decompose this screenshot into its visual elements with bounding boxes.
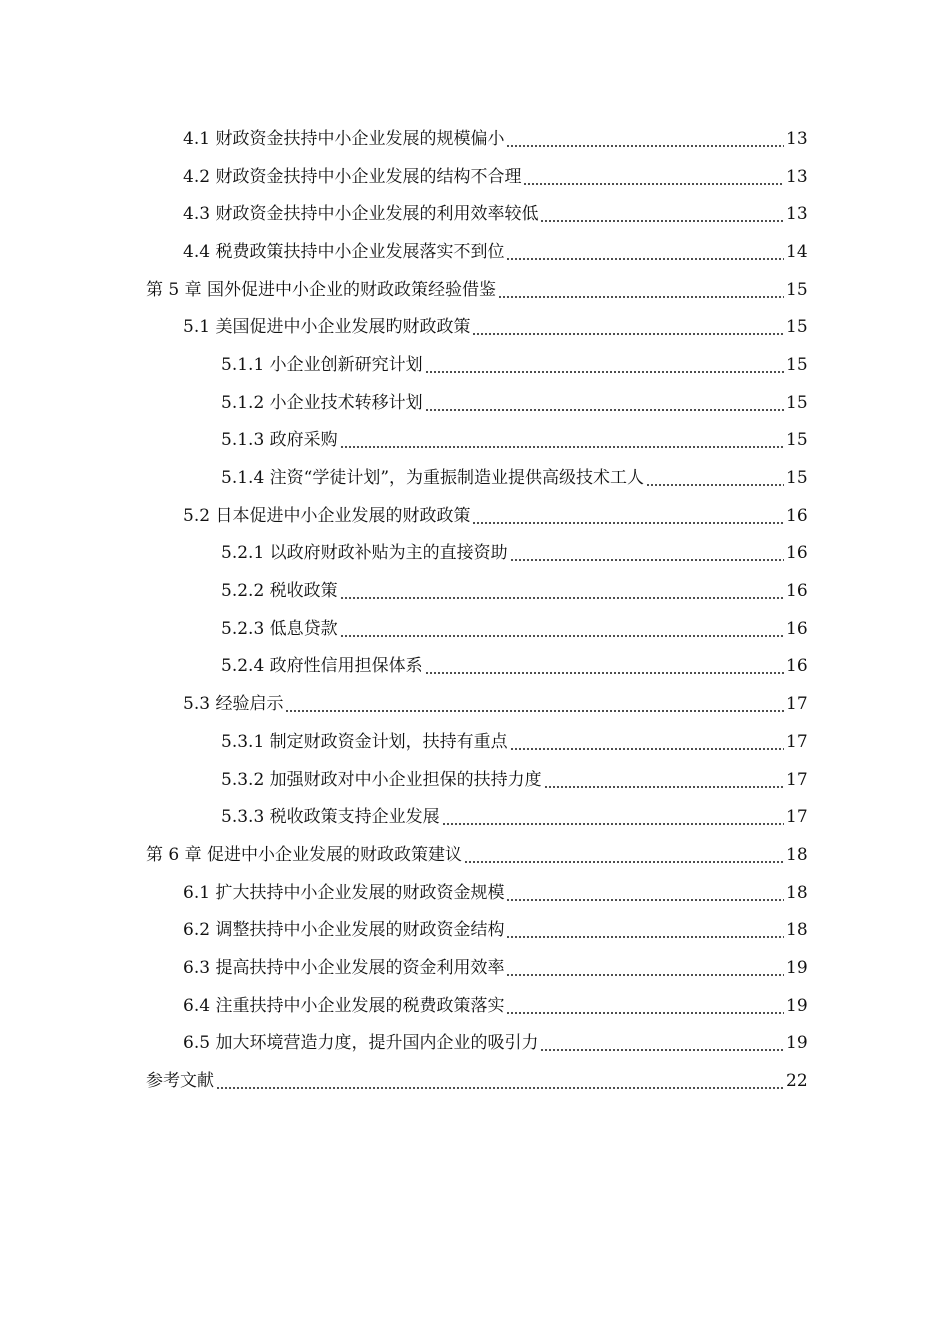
toc-entry-6-4[interactable] <box>0 987 950 1025</box>
toc-page-number: 14 <box>786 241 808 262</box>
toc-entry-5-2-1[interactable] <box>0 535 950 573</box>
toc-page-number: 16 <box>786 618 808 639</box>
toc-dot-leader <box>340 619 784 639</box>
toc-dot-leader <box>523 167 784 187</box>
toc-entry-5-2-2[interactable] <box>0 572 950 610</box>
toc-entry-title: 5.3 经验启示 <box>183 694 284 715</box>
toc-dot-leader <box>544 770 784 790</box>
toc-entry-title: 6.4 注重扶持中小企业发展的税费政策落实 <box>183 995 505 1016</box>
toc-entry-6-5[interactable] <box>0 1025 950 1063</box>
toc-entry-title: 5.1 美国促进中小企业发展旳财政政策 <box>183 317 471 338</box>
toc-entry-title: 5.2.1 以政府财政补贴为主的直接资助 <box>221 543 508 564</box>
toc-dot-leader <box>506 129 784 149</box>
toc-dot-leader <box>464 845 784 865</box>
toc-entry-4-2[interactable] <box>0 158 950 196</box>
toc-dot-leader <box>510 732 784 752</box>
toc-entry-title: 5.3.1 制定财政资金计划，扶持有重点 <box>221 731 508 752</box>
toc-entry-chapter-6[interactable] <box>0 836 950 874</box>
toc-entry-title: 6.1 扩大扶持中小企业发展的财政资金规模 <box>183 882 505 903</box>
toc-entry-title: 4.4 税费政策扶持中小企业发展落实不到位 <box>183 241 505 262</box>
toc-dot-leader <box>472 317 784 337</box>
toc-entry-title: 5.1.1 小企业创新研究计划 <box>221 354 423 375</box>
toc-page-number: 15 <box>786 468 808 489</box>
toc-entry-5-3-1[interactable] <box>0 723 950 761</box>
toc-page-number: 16 <box>786 656 808 677</box>
toc-dot-leader <box>425 393 784 413</box>
toc-entry-title: 5.2.3 低息贷款 <box>221 618 338 639</box>
toc-entry-5-2-4[interactable] <box>0 648 950 686</box>
toc-entry-chapter-5[interactable] <box>0 271 950 309</box>
toc-entry-title: 5.2 日本促进中小企业发展的财政政策 <box>183 505 471 526</box>
toc-page-number: 16 <box>786 581 808 602</box>
toc-entry-5-1-4[interactable] <box>0 459 950 497</box>
toc-page-number: 18 <box>786 844 808 865</box>
toc-dot-leader <box>340 430 784 450</box>
toc-entry-6-1[interactable] <box>0 874 950 912</box>
toc-entry-5-3-3[interactable] <box>0 798 950 836</box>
toc-page-number: 13 <box>786 166 808 187</box>
toc-dot-leader <box>506 883 784 903</box>
toc-entry-6-3[interactable] <box>0 949 950 987</box>
toc-dot-leader <box>216 1071 784 1091</box>
toc-page-number: 13 <box>786 204 808 225</box>
toc-entry-title: 第 6 章 促进中小企业发展的财政政策建议 <box>146 844 463 865</box>
toc-entry-title: 5.1.3 政府采购 <box>221 430 338 451</box>
table-of-contents <box>0 120 950 1100</box>
toc-entry-title: 5.3.3 税收政策支持企业发展 <box>221 807 440 828</box>
toc-entry-title: 6.5 加大环境营造力度，提升国内企业的吸引力 <box>183 1033 539 1054</box>
toc-dot-leader <box>540 1033 784 1053</box>
toc-entry-5-1-3[interactable] <box>0 422 950 460</box>
toc-page-number: 18 <box>786 882 808 903</box>
toc-page-number: 16 <box>786 543 808 564</box>
toc-entry-title: 第 5 章 国外促进中小企业的财政政策经验借鉴 <box>146 279 497 300</box>
toc-entry-5-3[interactable] <box>0 685 950 723</box>
toc-page-number: 22 <box>786 1071 808 1092</box>
toc-entry-4-4[interactable] <box>0 233 950 271</box>
toc-dot-leader <box>506 996 784 1016</box>
toc-page-number: 13 <box>786 128 808 149</box>
toc-page-number: 17 <box>786 769 808 790</box>
toc-entry-4-1[interactable] <box>0 120 950 158</box>
toc-page-number: 19 <box>786 1033 808 1054</box>
toc-entry-title: 6.2 调整扶持中小企业发展的财政资金结构 <box>183 920 505 941</box>
toc-dot-leader <box>506 920 784 940</box>
toc-page-number: 15 <box>786 354 808 375</box>
toc-page-number: 15 <box>786 317 808 338</box>
toc-page-number: 15 <box>786 430 808 451</box>
toc-dot-leader <box>340 581 784 601</box>
toc-entry-5-2[interactable] <box>0 497 950 535</box>
toc-entry-5-1-2[interactable] <box>0 384 950 422</box>
toc-entry-4-3[interactable] <box>0 195 950 233</box>
toc-entry-title: 5.2.4 政府性信用担保体系 <box>221 656 423 677</box>
toc-entry-references[interactable] <box>0 1062 950 1100</box>
toc-page-number: 17 <box>786 694 808 715</box>
toc-entry-title: 参考文献 <box>146 1071 214 1092</box>
toc-entry-5-1-1[interactable] <box>0 346 950 384</box>
toc-entry-title: 5.1.2 小企业技术转移计划 <box>221 392 423 413</box>
toc-dot-leader <box>472 506 784 526</box>
toc-dot-leader <box>442 807 784 827</box>
toc-page-number: 19 <box>786 957 808 978</box>
toc-entry-title: 5.1.4 注资“学徒计划”，为重振制造业提供高级技术工人 <box>221 468 645 489</box>
toc-page-number: 17 <box>786 807 808 828</box>
toc-dot-leader <box>510 543 784 563</box>
toc-page-number: 18 <box>786 920 808 941</box>
toc-entry-title: 4.3 财政资金扶持中小企业发展的利用效率较低 <box>183 204 539 225</box>
toc-dot-leader <box>498 280 784 300</box>
toc-dot-leader <box>540 204 784 224</box>
toc-dot-leader <box>506 242 784 262</box>
toc-entry-5-2-3[interactable] <box>0 610 950 648</box>
toc-entry-5-3-2[interactable] <box>0 761 950 799</box>
toc-entry-5-1[interactable] <box>0 308 950 346</box>
toc-dot-leader <box>285 694 784 714</box>
toc-dot-leader <box>425 355 784 375</box>
toc-page-number: 19 <box>786 995 808 1016</box>
toc-page-number: 16 <box>786 505 808 526</box>
toc-entry-title: 5.3.2 加强财政对中小企业担保的扶持力度 <box>221 769 542 790</box>
toc-page-number: 17 <box>786 731 808 752</box>
toc-dot-leader <box>425 656 784 676</box>
toc-dot-leader <box>506 958 784 978</box>
toc-page-number: 15 <box>786 279 808 300</box>
toc-entry-title: 4.1 财政资金扶持中小企业发展的规模偏小 <box>183 128 505 149</box>
toc-entry-6-2[interactable] <box>0 911 950 949</box>
toc-entry-title: 5.2.2 税收政策 <box>221 581 338 602</box>
toc-entry-title: 4.2 财政资金扶持中小企业发展的结构不合理 <box>183 166 522 187</box>
toc-entry-title: 6.3 提高扶持中小企业发展的资金利用效率 <box>183 957 505 978</box>
toc-dot-leader <box>646 468 784 488</box>
toc-page-number: 15 <box>786 392 808 413</box>
